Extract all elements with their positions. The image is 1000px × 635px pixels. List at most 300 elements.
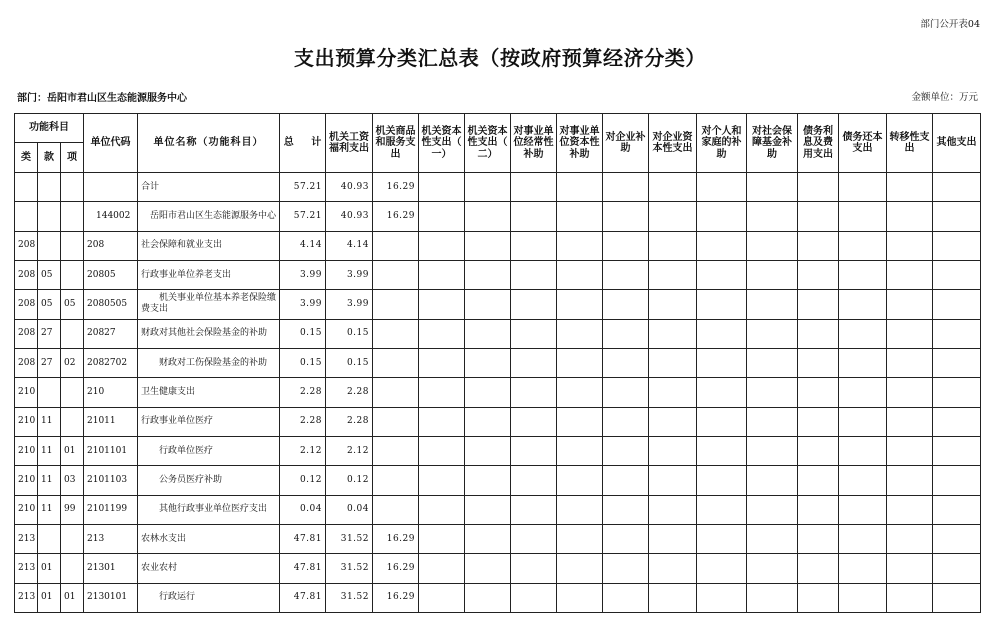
cell-enterprise-capital-expenditure: [649, 260, 697, 289]
cell-household-subsidy: [697, 231, 747, 260]
cell-other-expenditure: [933, 378, 981, 407]
cell-debt-principal-repayment: [839, 319, 887, 348]
cell-household-subsidy: [697, 436, 747, 465]
cell-other-expenditure: [933, 173, 981, 202]
cell-kuan: 11: [38, 407, 61, 436]
cell-social-security-fund-subsidy: [747, 202, 798, 231]
cell-wage-welfare: 31.52: [326, 583, 373, 612]
cell-capital-expenditure-1: [419, 173, 465, 202]
cell-capital-expenditure-2: [465, 348, 511, 377]
cell-debt-interest-expenses: [798, 231, 839, 260]
cell-household-subsidy: [697, 319, 747, 348]
cell-enterprise-subsidy: [603, 524, 649, 553]
cell-household-subsidy: [697, 202, 747, 231]
cell-capital-expenditure-1: [419, 466, 465, 495]
cell-unit-code: 2101101: [84, 436, 138, 465]
cell-goods-services: [373, 290, 419, 319]
cell-xiang: 01: [61, 583, 84, 612]
cell-capital-expenditure-1: [419, 583, 465, 612]
cell-lei: 210: [15, 495, 38, 524]
header-transfer-expenditure: 转移性支出: [887, 114, 933, 173]
cell-institution-capital-subsidy: [557, 466, 603, 495]
table-row: [15, 319, 981, 348]
cell-debt-interest-expenses: [798, 348, 839, 377]
cell-unit-code: 2101199: [84, 495, 138, 524]
cell-kuan: [38, 524, 61, 553]
cell-debt-interest-expenses: [798, 583, 839, 612]
cell-debt-principal-repayment: [839, 583, 887, 612]
cell-institution-regular-subsidy: [511, 260, 557, 289]
cell-enterprise-subsidy: [603, 319, 649, 348]
cell-total: 0.15: [280, 348, 326, 377]
cell-transfer-expenditure: [887, 260, 933, 289]
cell-enterprise-capital-expenditure: [649, 436, 697, 465]
cell-other-expenditure: [933, 554, 981, 583]
header-enterprise-subsidy: 对企业补助: [603, 114, 649, 173]
cell-capital-expenditure-1: [419, 495, 465, 524]
cell-goods-services: [373, 436, 419, 465]
cell-other-expenditure: [933, 202, 981, 231]
department-prefix: 部门：: [17, 93, 47, 104]
header-unit-name: 单位名称（功能科目）: [138, 114, 280, 173]
cell-unit-name: 公务员医疗补助: [138, 466, 280, 495]
cell-institution-capital-subsidy: [557, 495, 603, 524]
cell-debt-principal-repayment: [839, 231, 887, 260]
cell-lei: 210: [15, 407, 38, 436]
cell-xiang: 05: [61, 290, 84, 319]
cell-institution-regular-subsidy: [511, 173, 557, 202]
cell-goods-services: [373, 319, 419, 348]
cell-debt-interest-expenses: [798, 173, 839, 202]
header-institution-regular-subsidy: 对事业单位经常性补助: [511, 114, 557, 173]
cell-social-security-fund-subsidy: [747, 583, 798, 612]
cell-wage-welfare: 40.93: [326, 202, 373, 231]
cell-unit-code: 20805: [84, 260, 138, 289]
cell-unit-code: 213: [84, 524, 138, 553]
cell-social-security-fund-subsidy: [747, 378, 798, 407]
cell-social-security-fund-subsidy: [747, 554, 798, 583]
cell-social-security-fund-subsidy: [747, 260, 798, 289]
cell-lei: [15, 173, 38, 202]
cell-lei: 210: [15, 378, 38, 407]
cell-household-subsidy: [697, 173, 747, 202]
cell-debt-interest-expenses: [798, 319, 839, 348]
cell-institution-capital-subsidy: [557, 583, 603, 612]
cell-lei: 210: [15, 466, 38, 495]
cell-kuan: [38, 231, 61, 260]
cell-goods-services: 16.29: [373, 583, 419, 612]
cell-social-security-fund-subsidy: [747, 290, 798, 319]
cell-total: 2.28: [280, 378, 326, 407]
cell-enterprise-capital-expenditure: [649, 319, 697, 348]
cell-other-expenditure: [933, 524, 981, 553]
cell-other-expenditure: [933, 231, 981, 260]
cell-institution-capital-subsidy: [557, 524, 603, 553]
cell-capital-expenditure-2: [465, 173, 511, 202]
cell-enterprise-capital-expenditure: [649, 524, 697, 553]
department-label: [17, 89, 187, 104]
cell-institution-regular-subsidy: [511, 466, 557, 495]
cell-debt-principal-repayment: [839, 436, 887, 465]
cell-unit-name: 岳阳市君山区生态能源服务中心: [138, 202, 280, 231]
table-row: [15, 348, 981, 377]
cell-other-expenditure: [933, 319, 981, 348]
table-row: [15, 495, 981, 524]
budget-table: [14, 113, 981, 613]
cell-unit-code: 210: [84, 378, 138, 407]
cell-institution-capital-subsidy: [557, 202, 603, 231]
cell-kuan: 11: [38, 466, 61, 495]
cell-capital-expenditure-1: [419, 554, 465, 583]
header-enterprise-capital-expenditure: 对企业资本性支出: [649, 114, 697, 173]
header-kuan: 款: [38, 143, 61, 173]
cell-transfer-expenditure: [887, 202, 933, 231]
cell-enterprise-subsidy: [603, 495, 649, 524]
cell-debt-principal-repayment: [839, 495, 887, 524]
table-row: [15, 202, 981, 231]
cell-goods-services: [373, 260, 419, 289]
cell-total: 0.04: [280, 495, 326, 524]
cell-debt-principal-repayment: [839, 290, 887, 319]
cell-goods-services: 16.29: [373, 173, 419, 202]
cell-institution-capital-subsidy: [557, 231, 603, 260]
cell-household-subsidy: [697, 466, 747, 495]
table-row: [15, 466, 981, 495]
cell-other-expenditure: [933, 260, 981, 289]
cell-enterprise-capital-expenditure: [649, 378, 697, 407]
cell-transfer-expenditure: [887, 173, 933, 202]
table-row: [15, 524, 981, 553]
cell-enterprise-capital-expenditure: [649, 231, 697, 260]
cell-capital-expenditure-1: [419, 202, 465, 231]
cell-institution-capital-subsidy: [557, 348, 603, 377]
cell-unit-code: 21301: [84, 554, 138, 583]
cell-institution-capital-subsidy: [557, 378, 603, 407]
cell-unit-name: 财政对工伤保险基金的补助: [138, 348, 280, 377]
cell-unit-code: 20827: [84, 319, 138, 348]
cell-unit-name: 卫生健康支出: [138, 378, 280, 407]
cell-lei: 208: [15, 348, 38, 377]
cell-institution-regular-subsidy: [511, 348, 557, 377]
header-capital-expenditure-2: 机关资本性支出（二）: [465, 114, 511, 173]
cell-total: 0.15: [280, 319, 326, 348]
cell-social-security-fund-subsidy: [747, 173, 798, 202]
cell-kuan: 01: [38, 583, 61, 612]
table-row: [15, 436, 981, 465]
cell-goods-services: [373, 348, 419, 377]
cell-capital-expenditure-1: [419, 231, 465, 260]
cell-capital-expenditure-2: [465, 407, 511, 436]
cell-capital-expenditure-1: [419, 290, 465, 319]
cell-capital-expenditure-1: [419, 348, 465, 377]
cell-unit-code: 208: [84, 231, 138, 260]
cell-institution-capital-subsidy: [557, 436, 603, 465]
cell-social-security-fund-subsidy: [747, 231, 798, 260]
cell-enterprise-subsidy: [603, 202, 649, 231]
cell-wage-welfare: 0.04: [326, 495, 373, 524]
cell-household-subsidy: [697, 583, 747, 612]
cell-lei: 210: [15, 436, 38, 465]
cell-kuan: 27: [38, 348, 61, 377]
cell-kuan: 01: [38, 554, 61, 583]
cell-xiang: [61, 524, 84, 553]
cell-transfer-expenditure: [887, 319, 933, 348]
cell-capital-expenditure-1: [419, 319, 465, 348]
cell-capital-expenditure-2: [465, 202, 511, 231]
header-wage-welfare: 机关工资福利支出: [326, 114, 373, 173]
cell-debt-interest-expenses: [798, 407, 839, 436]
cell-kuan: 11: [38, 436, 61, 465]
cell-institution-regular-subsidy: [511, 583, 557, 612]
cell-debt-interest-expenses: [798, 554, 839, 583]
cell-debt-principal-repayment: [839, 554, 887, 583]
cell-institution-capital-subsidy: [557, 290, 603, 319]
cell-household-subsidy: [697, 407, 747, 436]
cell-institution-regular-subsidy: [511, 407, 557, 436]
cell-household-subsidy: [697, 348, 747, 377]
cell-institution-capital-subsidy: [557, 173, 603, 202]
cell-xiang: 01: [61, 436, 84, 465]
cell-total: 3.99: [280, 260, 326, 289]
page-title: 支出预算分类汇总表（按政府预算经济分类）: [294, 46, 706, 70]
cell-enterprise-subsidy: [603, 554, 649, 583]
header-unit-code: 单位代码: [84, 114, 138, 173]
cell-xiang: [61, 173, 84, 202]
cell-debt-interest-expenses: [798, 290, 839, 319]
header-row: [15, 114, 981, 143]
department-name: 岳阳市君山区生态能源服务中心: [47, 93, 187, 104]
cell-institution-regular-subsidy: [511, 495, 557, 524]
cell-other-expenditure: [933, 583, 981, 612]
cell-unit-code: 21011: [84, 407, 138, 436]
cell-total: 4.14: [280, 231, 326, 260]
cell-capital-expenditure-2: [465, 524, 511, 553]
cell-capital-expenditure-1: [419, 524, 465, 553]
table-header: [15, 114, 981, 173]
cell-institution-regular-subsidy: [511, 319, 557, 348]
cell-unit-name: 行政事业单位养老支出: [138, 260, 280, 289]
table-row: [15, 260, 981, 289]
cell-institution-regular-subsidy: [511, 231, 557, 260]
cell-goods-services: 16.29: [373, 524, 419, 553]
header-goods-services: 机关商品和服务支出: [373, 114, 419, 173]
header-total: 总 计: [280, 114, 326, 173]
cell-institution-regular-subsidy: [511, 554, 557, 583]
cell-institution-capital-subsidy: [557, 554, 603, 583]
cell-wage-welfare: 0.12: [326, 466, 373, 495]
cell-enterprise-capital-expenditure: [649, 173, 697, 202]
cell-institution-capital-subsidy: [557, 319, 603, 348]
cell-enterprise-subsidy: [603, 290, 649, 319]
cell-enterprise-subsidy: [603, 173, 649, 202]
cell-goods-services: [373, 466, 419, 495]
cell-capital-expenditure-2: [465, 290, 511, 319]
cell-goods-services: [373, 495, 419, 524]
cell-enterprise-capital-expenditure: [649, 202, 697, 231]
cell-capital-expenditure-2: [465, 378, 511, 407]
cell-unit-name: 社会保障和就业支出: [138, 231, 280, 260]
table-body: [15, 173, 981, 613]
amount-unit-label: 金额单位：万元: [911, 92, 978, 103]
cell-other-expenditure: [933, 466, 981, 495]
cell-unit-code: 2082702: [84, 348, 138, 377]
cell-household-subsidy: [697, 524, 747, 553]
cell-unit-name: 机关事业单位基本养老保险缴费支出: [138, 290, 280, 319]
cell-institution-regular-subsidy: [511, 202, 557, 231]
cell-enterprise-subsidy: [603, 260, 649, 289]
cell-other-expenditure: [933, 348, 981, 377]
cell-wage-welfare: 2.12: [326, 436, 373, 465]
cell-xiang: [61, 407, 84, 436]
cell-unit-name: 行政运行: [138, 583, 280, 612]
table-row: [15, 583, 981, 612]
cell-enterprise-capital-expenditure: [649, 348, 697, 377]
cell-transfer-expenditure: [887, 407, 933, 436]
cell-wage-welfare: 40.93: [326, 173, 373, 202]
cell-social-security-fund-subsidy: [747, 466, 798, 495]
cell-lei: 208: [15, 260, 38, 289]
cell-unit-code: 2130101: [84, 583, 138, 612]
cell-capital-expenditure-2: [465, 495, 511, 524]
cell-total: 47.81: [280, 583, 326, 612]
cell-household-subsidy: [697, 495, 747, 524]
cell-unit-name: 行政单位医疗: [138, 436, 280, 465]
table-row: [15, 173, 981, 202]
table-row: [15, 231, 981, 260]
cell-xiang: 03: [61, 466, 84, 495]
cell-debt-interest-expenses: [798, 466, 839, 495]
cell-total: 47.81: [280, 524, 326, 553]
cell-enterprise-capital-expenditure: [649, 495, 697, 524]
cell-social-security-fund-subsidy: [747, 436, 798, 465]
cell-unit-code: 144002: [84, 202, 138, 231]
cell-unit-code: 2080505: [84, 290, 138, 319]
header-function-subject: 功能科目: [15, 114, 84, 143]
cell-capital-expenditure-2: [465, 583, 511, 612]
cell-capital-expenditure-2: [465, 231, 511, 260]
form-id-label: 部门公开表04: [920, 19, 980, 30]
cell-enterprise-subsidy: [603, 436, 649, 465]
cell-wage-welfare: 3.99: [326, 290, 373, 319]
cell-unit-name: 农林水支出: [138, 524, 280, 553]
cell-lei: 208: [15, 231, 38, 260]
cell-total: 57.21: [280, 202, 326, 231]
header-social-security-fund-subsidy: 对社会保障基金补助: [747, 114, 798, 173]
cell-lei: [15, 202, 38, 231]
cell-transfer-expenditure: [887, 495, 933, 524]
cell-xiang: [61, 202, 84, 231]
cell-enterprise-subsidy: [603, 407, 649, 436]
header-lei: 类: [15, 143, 38, 173]
cell-debt-principal-repayment: [839, 202, 887, 231]
cell-transfer-expenditure: [887, 348, 933, 377]
cell-wage-welfare: 31.52: [326, 554, 373, 583]
cell-unit-name: 财政对其他社会保险基金的补助: [138, 319, 280, 348]
cell-total: 3.99: [280, 290, 326, 319]
cell-goods-services: [373, 231, 419, 260]
table-row: [15, 378, 981, 407]
cell-wage-welfare: 4.14: [326, 231, 373, 260]
cell-other-expenditure: [933, 495, 981, 524]
cell-kuan: [38, 378, 61, 407]
cell-transfer-expenditure: [887, 378, 933, 407]
cell-debt-interest-expenses: [798, 378, 839, 407]
cell-lei: 213: [15, 554, 38, 583]
cell-enterprise-subsidy: [603, 466, 649, 495]
cell-social-security-fund-subsidy: [747, 348, 798, 377]
cell-transfer-expenditure: [887, 290, 933, 319]
cell-other-expenditure: [933, 407, 981, 436]
cell-wage-welfare: 2.28: [326, 407, 373, 436]
cell-unit-name: 行政事业单位医疗: [138, 407, 280, 436]
cell-enterprise-subsidy: [603, 348, 649, 377]
cell-enterprise-capital-expenditure: [649, 407, 697, 436]
cell-xiang: [61, 260, 84, 289]
cell-unit-code: 2101103: [84, 466, 138, 495]
cell-other-expenditure: [933, 436, 981, 465]
cell-goods-services: 16.29: [373, 554, 419, 583]
cell-social-security-fund-subsidy: [747, 407, 798, 436]
cell-institution-regular-subsidy: [511, 436, 557, 465]
cell-enterprise-subsidy: [603, 378, 649, 407]
cell-transfer-expenditure: [887, 231, 933, 260]
cell-xiang: 02: [61, 348, 84, 377]
cell-debt-principal-repayment: [839, 378, 887, 407]
cell-transfer-expenditure: [887, 436, 933, 465]
cell-capital-expenditure-1: [419, 378, 465, 407]
cell-lei: 213: [15, 524, 38, 553]
cell-total: 57.21: [280, 173, 326, 202]
cell-enterprise-subsidy: [603, 231, 649, 260]
cell-wage-welfare: 31.52: [326, 524, 373, 553]
cell-capital-expenditure-2: [465, 436, 511, 465]
cell-debt-principal-repayment: [839, 260, 887, 289]
cell-household-subsidy: [697, 290, 747, 319]
cell-kuan: 11: [38, 495, 61, 524]
cell-household-subsidy: [697, 260, 747, 289]
cell-transfer-expenditure: [887, 554, 933, 583]
cell-capital-expenditure-2: [465, 554, 511, 583]
header-debt-interest-expenses: 债务利息及费用支出: [798, 114, 839, 173]
cell-kuan: [38, 202, 61, 231]
cell-xiang: [61, 319, 84, 348]
cell-transfer-expenditure: [887, 583, 933, 612]
cell-capital-expenditure-2: [465, 319, 511, 348]
cell-institution-regular-subsidy: [511, 524, 557, 553]
cell-institution-regular-subsidy: [511, 290, 557, 319]
cell-institution-regular-subsidy: [511, 378, 557, 407]
cell-debt-interest-expenses: [798, 436, 839, 465]
header-xiang: 项: [61, 143, 84, 173]
cell-wage-welfare: 3.99: [326, 260, 373, 289]
cell-capital-expenditure-1: [419, 260, 465, 289]
cell-other-expenditure: [933, 290, 981, 319]
cell-total: 47.81: [280, 554, 326, 583]
header-capital-expenditure-1: 机关资本性支出（一）: [419, 114, 465, 173]
cell-unit-name: 合计: [138, 173, 280, 202]
cell-debt-principal-repayment: [839, 407, 887, 436]
cell-wage-welfare: 2.28: [326, 378, 373, 407]
table-row: [15, 407, 981, 436]
cell-household-subsidy: [697, 378, 747, 407]
cell-debt-interest-expenses: [798, 202, 839, 231]
cell-unit-name: 农业农村: [138, 554, 280, 583]
cell-wage-welfare: 0.15: [326, 319, 373, 348]
cell-xiang: 99: [61, 495, 84, 524]
cell-enterprise-capital-expenditure: [649, 290, 697, 319]
cell-lei: 208: [15, 290, 38, 319]
cell-total: 2.28: [280, 407, 326, 436]
